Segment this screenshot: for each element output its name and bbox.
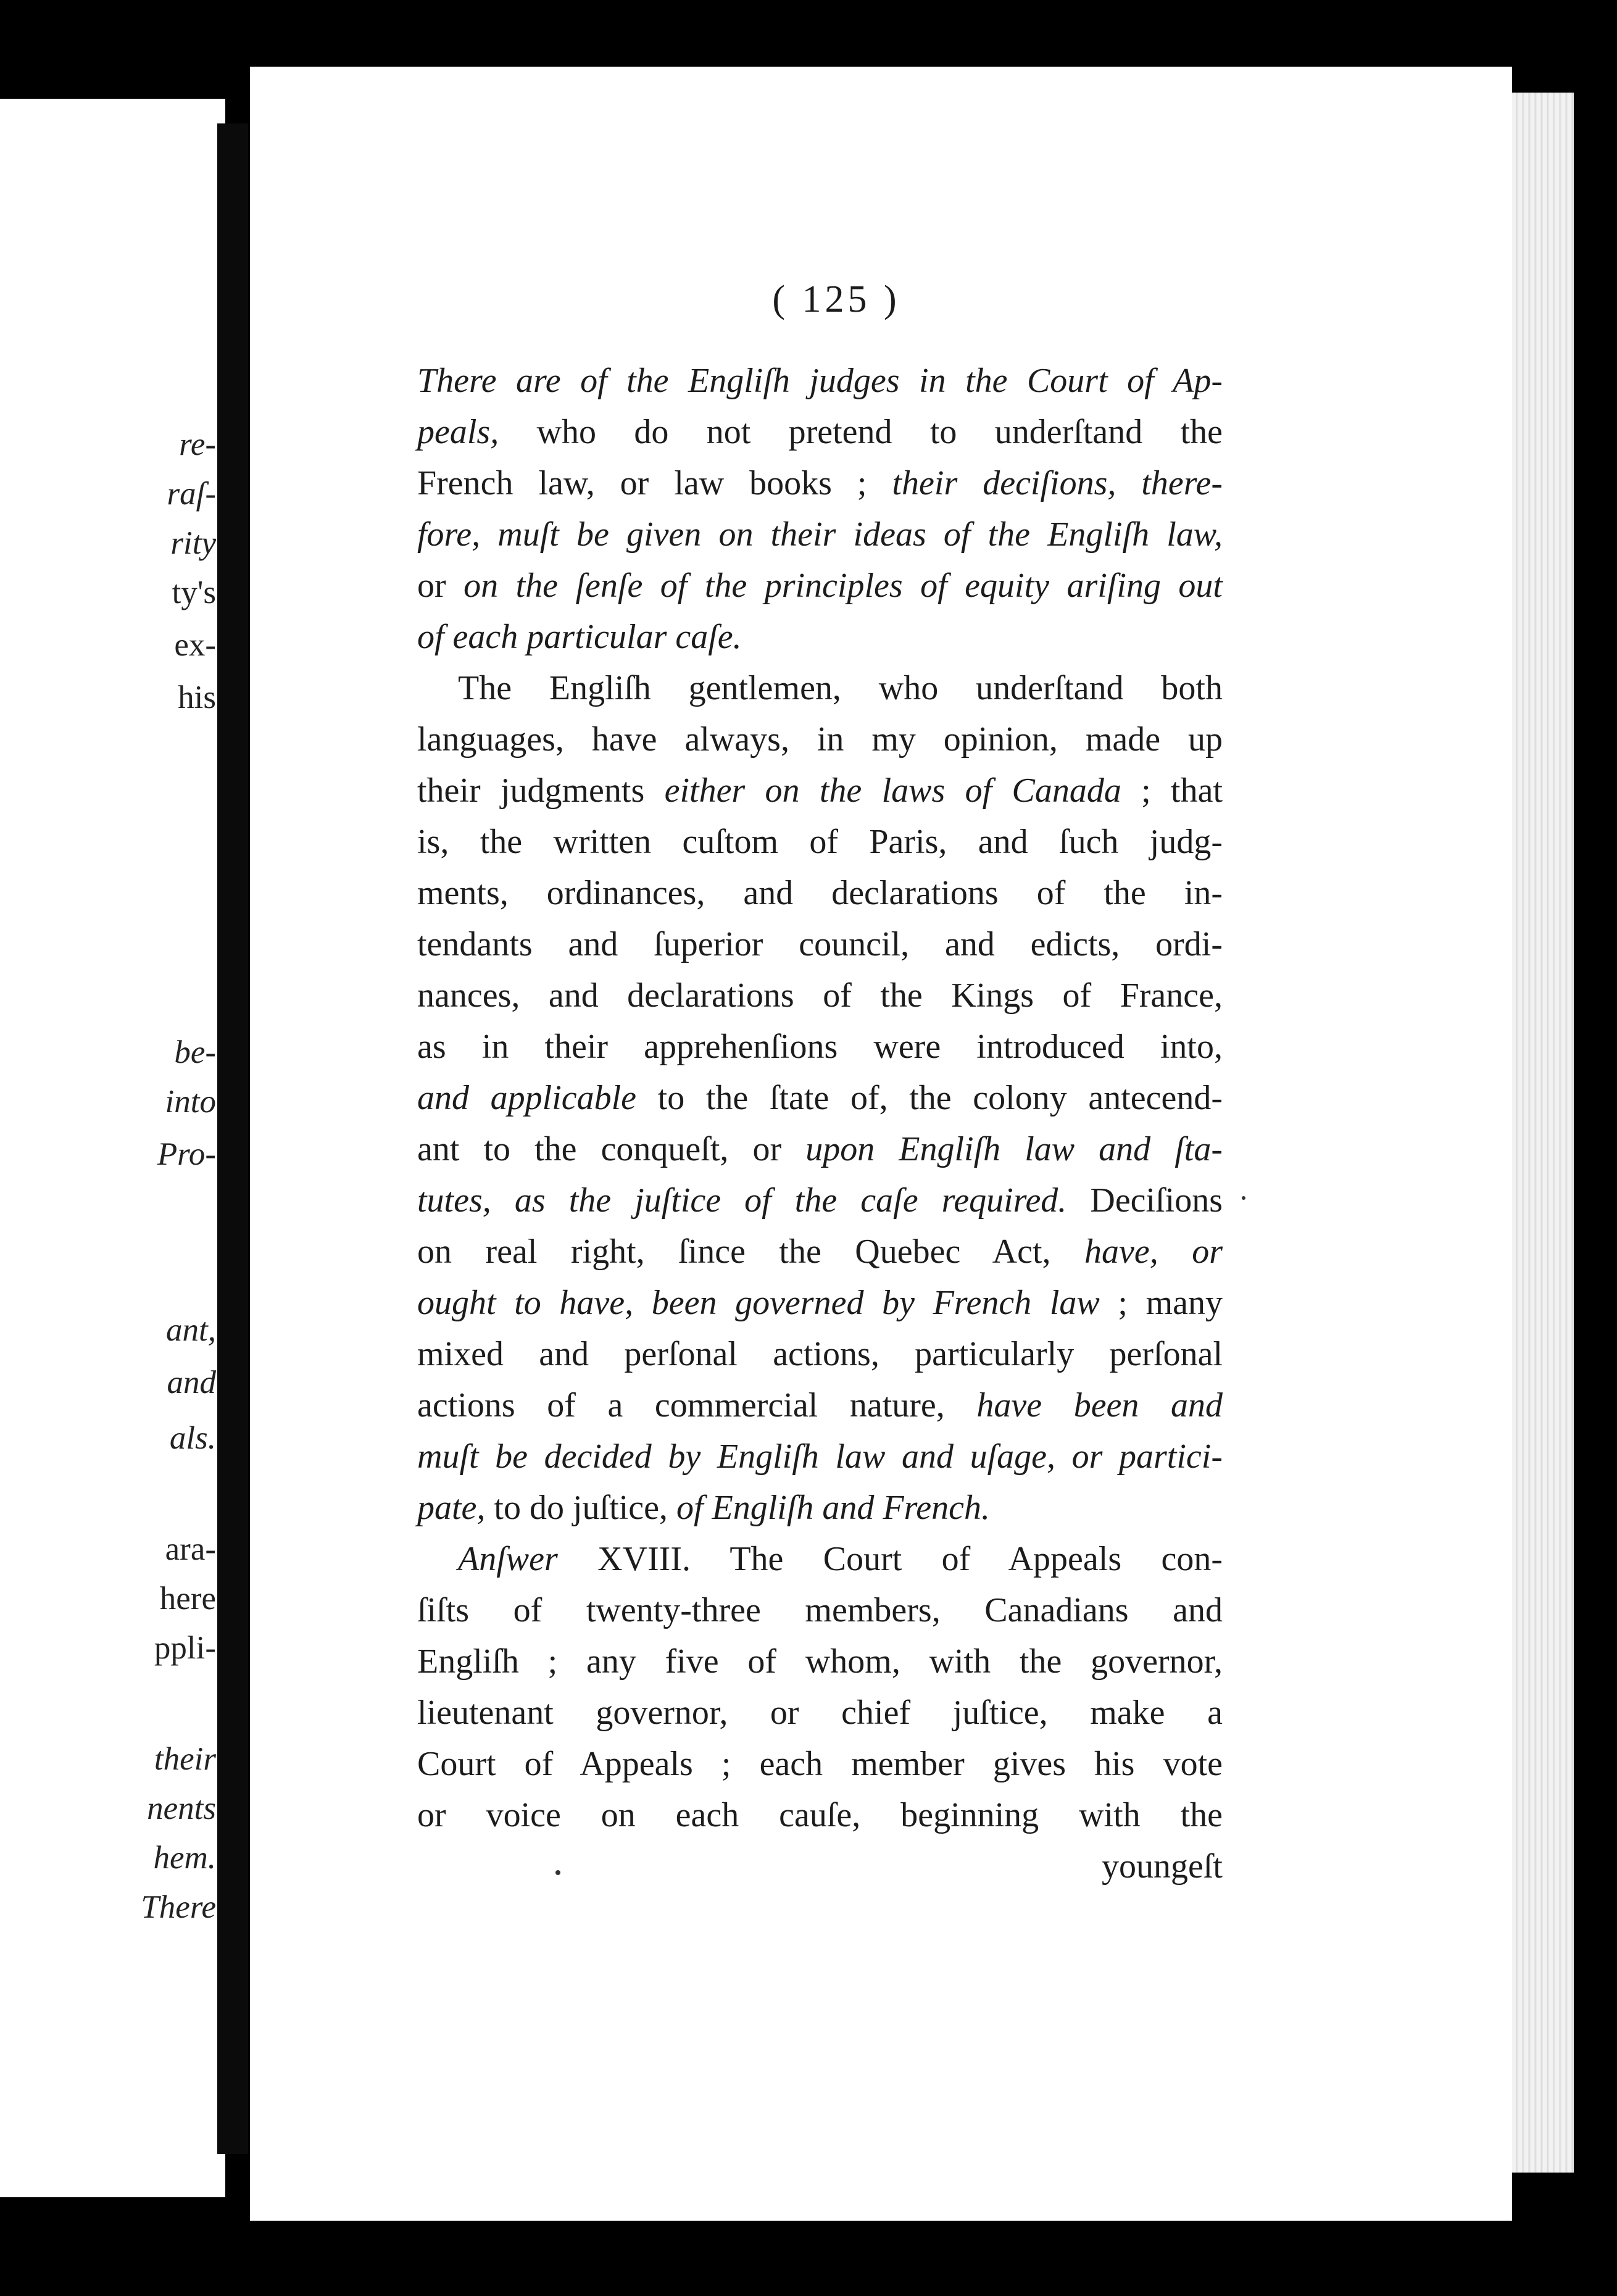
text-line bbox=[417, 1790, 1223, 1841]
italic-segment: fore, muſt be given on their ideas of the Engliſh law, bbox=[417, 515, 1223, 554]
text-line bbox=[417, 1841, 1223, 1892]
text-segment: The Engliſh gentlemen, who underſtand both bbox=[458, 669, 1223, 707]
italic-segment: peals, bbox=[417, 413, 499, 451]
text-segment: mixed and perſonal actions, particularly perſonal bbox=[417, 1335, 1223, 1373]
text-line bbox=[417, 1687, 1223, 1739]
print-speck bbox=[1242, 1196, 1245, 1200]
text-line bbox=[417, 1021, 1223, 1073]
text-segment: nances, and declarations of the Kings of France, bbox=[417, 976, 1223, 1015]
margin-fragment: and bbox=[167, 1365, 216, 1400]
text-line bbox=[417, 1073, 1223, 1124]
text-segment: ſiſts of twenty-three members, Canadians and bbox=[417, 1591, 1223, 1629]
book-spine bbox=[217, 123, 248, 2154]
text-line bbox=[417, 407, 1223, 458]
text-segment: or bbox=[417, 567, 464, 605]
text-segment: as in their apprehenſions were introduced into, bbox=[417, 1028, 1223, 1066]
italic-segment: of each particular caſe. bbox=[417, 618, 742, 656]
margin-fragment: raſ- bbox=[167, 476, 216, 512]
text-segment: XVIII. The Court of Appeals con- bbox=[557, 1540, 1223, 1578]
margin-fragment: nents bbox=[147, 1791, 216, 1826]
text-line bbox=[417, 509, 1223, 560]
italic-segment: have been and bbox=[976, 1386, 1223, 1425]
text-segment: lieutenant governor, or chief juſtice, make a bbox=[417, 1694, 1223, 1732]
text-segment: ments, ordinances, and declarations of the in- bbox=[417, 874, 1223, 912]
text-segment: languages, have always, in my opinion, made up bbox=[417, 720, 1223, 759]
text-line bbox=[417, 1175, 1223, 1226]
margin-fragment: be- bbox=[174, 1034, 216, 1070]
text-segment: actions of a commercial nature, bbox=[417, 1386, 977, 1425]
italic-segment: either on the laws of Canada bbox=[664, 772, 1121, 810]
italic-segment: There are of the Engliſh judges in the Court of Ap- bbox=[417, 362, 1223, 400]
text-segment: on real right, ſince the Quebec Act, bbox=[417, 1233, 1085, 1271]
text-line bbox=[417, 612, 1223, 663]
text-line bbox=[417, 1329, 1223, 1380]
text-segment: is, the written cuſtom of Paris, and ſuch judg- bbox=[417, 823, 1223, 861]
text-segment: youngeſt bbox=[1102, 1847, 1223, 1886]
text-segment: ant to the conqueſt, or bbox=[417, 1130, 806, 1168]
text-line bbox=[417, 1380, 1223, 1431]
margin-fragment: into bbox=[165, 1084, 216, 1120]
italic-segment: muſt be decided by Engliſh law and uſage, or partici- bbox=[417, 1437, 1223, 1476]
text-line bbox=[417, 1739, 1223, 1790]
italic-segment: tutes, as the juſtice of the caſe required. bbox=[417, 1181, 1067, 1220]
text-line bbox=[417, 356, 1223, 407]
italic-segment: upon Engliſh law and ſta- bbox=[805, 1130, 1223, 1168]
italic-segment: and applicable bbox=[417, 1079, 637, 1117]
text-line bbox=[417, 765, 1223, 817]
italic-segment: Anſwer bbox=[458, 1540, 558, 1578]
margin-fragment: here bbox=[159, 1581, 216, 1616]
text-segment: to do juſtice, bbox=[485, 1489, 676, 1527]
text-segment: Court of Appeals ; each member gives his vote bbox=[417, 1745, 1223, 1783]
margin-fragment: ant, bbox=[166, 1312, 216, 1348]
italic-segment: ought to have, been governed by French law bbox=[417, 1284, 1100, 1322]
text-line bbox=[417, 663, 1223, 714]
italic-segment: their deciſions, there- bbox=[892, 464, 1223, 502]
text-segment: their judgments bbox=[417, 772, 665, 810]
text-line bbox=[417, 970, 1223, 1021]
margin-fragment: their bbox=[154, 1741, 216, 1777]
text-line bbox=[417, 560, 1223, 612]
margin-fragment: ex- bbox=[174, 627, 216, 663]
margin-fragment: ty's bbox=[172, 575, 216, 610]
italic-segment: pate, bbox=[417, 1489, 486, 1527]
text-line bbox=[417, 1124, 1223, 1175]
text-line bbox=[417, 1483, 1223, 1534]
text-line bbox=[417, 1636, 1223, 1687]
text-segment: or voice on each cauſe, beginning with the bbox=[417, 1796, 1223, 1834]
italic-segment: on the ſenſe of the principles of equity ariſing out bbox=[463, 567, 1223, 605]
margin-fragment: ara- bbox=[165, 1531, 216, 1567]
body-text bbox=[417, 356, 1223, 1892]
text-line bbox=[417, 1226, 1223, 1278]
text-line bbox=[417, 714, 1223, 765]
left-page-margin-text bbox=[0, 0, 216, 2296]
text-line bbox=[417, 817, 1223, 868]
text-line bbox=[417, 868, 1223, 919]
text-segment: ; many bbox=[1099, 1284, 1223, 1322]
margin-fragment: ppli- bbox=[154, 1630, 216, 1666]
text-line bbox=[417, 458, 1223, 509]
italic-segment: have, or bbox=[1084, 1233, 1223, 1271]
margin-fragment: rity bbox=[170, 525, 216, 561]
text-segment: who do not pretend to underſtand the bbox=[499, 413, 1223, 451]
text-segment: tendants and ſuperior council, and edicts, ordi- bbox=[417, 925, 1223, 963]
italic-segment: of Engliſh and French. bbox=[676, 1489, 991, 1527]
text-line bbox=[417, 919, 1223, 970]
margin-fragment: hem. bbox=[153, 1840, 216, 1876]
text-segment: to the ſtate of, the colony antecend- bbox=[636, 1079, 1223, 1117]
text-segment: ; that bbox=[1121, 772, 1223, 810]
text-segment: Engliſh ; any five of whom, with the governor, bbox=[417, 1642, 1223, 1681]
margin-fragment: his bbox=[178, 680, 216, 715]
print-speck bbox=[555, 1870, 560, 1875]
text-line bbox=[417, 1278, 1223, 1329]
margin-fragment: als. bbox=[169, 1420, 216, 1456]
text-segment: French law, or law books ; bbox=[417, 464, 892, 502]
margin-fragment: Pro- bbox=[157, 1136, 216, 1172]
text-line bbox=[417, 1534, 1223, 1585]
text-segment: Deciſions bbox=[1066, 1181, 1223, 1220]
page-number: ( 125 ) bbox=[772, 278, 900, 320]
text-line bbox=[417, 1585, 1223, 1636]
margin-fragment: There bbox=[141, 1889, 216, 1925]
margin-fragment: re- bbox=[179, 426, 216, 462]
text-line bbox=[417, 1431, 1223, 1483]
